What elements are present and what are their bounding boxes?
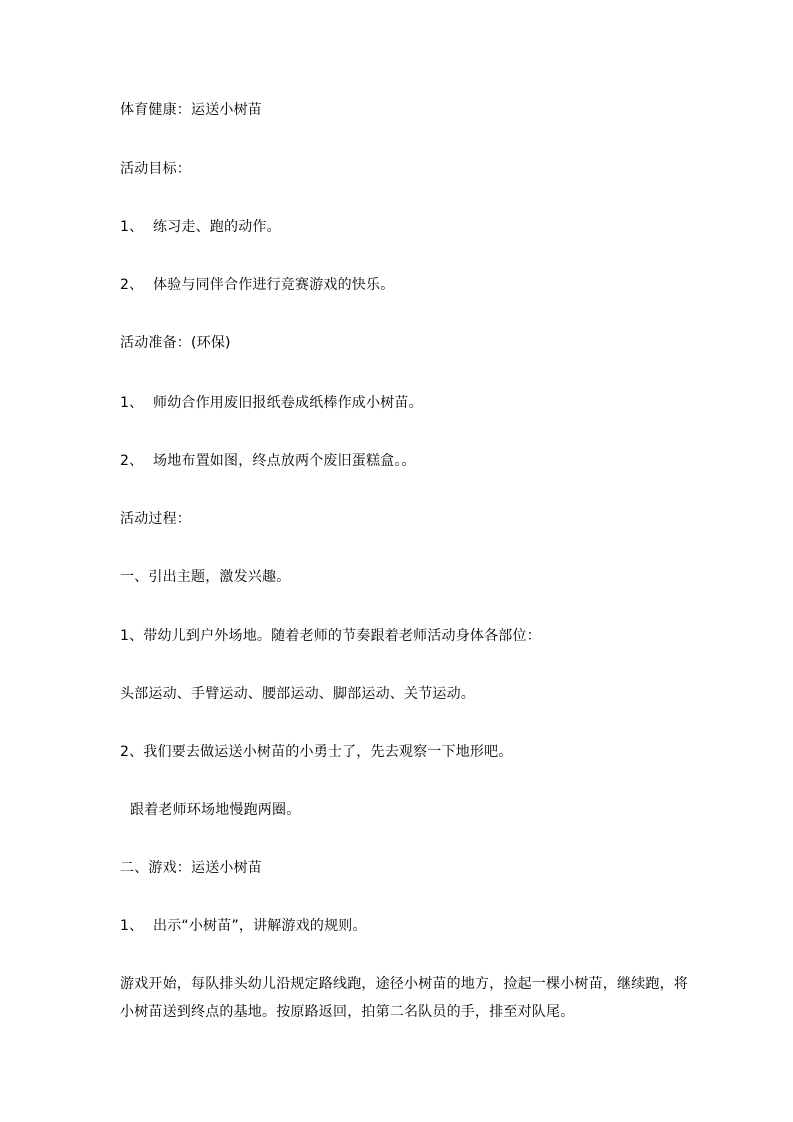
prep-item-2: [120, 452, 416, 470]
section-2-step-1-text: 出示“小树苗”，讲解游戏的规则。: [153, 918, 367, 934]
section-2-step-1-number: 1、: [120, 918, 144, 934]
section-1-heading: 一、引出主题，激发兴趣。: [120, 569, 291, 585]
prep-item-2-number: 2、: [120, 453, 144, 469]
goal-item-2-text: 体验与同伴合作进行竞赛游戏的快乐。: [153, 277, 395, 293]
goal-item-2: [120, 276, 394, 294]
goals-heading: 活动目标：: [120, 161, 191, 177]
process-heading: 活动过程：: [120, 511, 191, 527]
rules-paragraph-line-1: 游戏开始，每队排头幼儿沿规定路线跑，途径小树苗的地方，捡起一棵小树苗，继续跑，将: [120, 976, 688, 992]
prep-item-1: [120, 394, 423, 412]
prep-item-1-text: 师幼合作用废旧报纸卷成纸棒作成小树苗。: [153, 395, 423, 411]
goal-item-1-text: 练习走、跑的动作。: [153, 219, 281, 235]
section-1-step-2-detail: 跟着老师环场地慢跑两圈。: [130, 802, 301, 818]
section-1-step-2: 2、我们要去做运送小树苗的小勇士了，先去观察一下地形吧。: [120, 744, 513, 760]
document-title: 体育健康：运送小树苗: [120, 102, 262, 118]
section-1-step-1-detail: 头部运动、手臂运动、腰部运动、脚部运动、关节运动。: [120, 686, 475, 702]
section-2-step-1: [120, 917, 367, 935]
goal-item-1-number: 1、: [120, 219, 144, 235]
prep-item-2-text: 场地布置如图，终点放两个废旧蛋糕盒。。: [153, 453, 416, 469]
rules-paragraph-line-2: 小树苗送到终点的基地。按原路返回，拍第二名队员的手，排至对队尾。: [120, 1004, 575, 1020]
goal-item-2-number: 2、: [120, 277, 144, 293]
prep-heading: 活动准备：(环保): [120, 335, 231, 351]
section-1-step-1: 1、带幼儿到户外场地。随着老师的节奏跟着老师活动身体各部位：: [120, 628, 541, 644]
prep-item-1-number: 1、: [120, 395, 144, 411]
section-2-heading: 二、游戏：运送小树苗: [120, 860, 262, 876]
goal-item-1: [120, 218, 281, 236]
